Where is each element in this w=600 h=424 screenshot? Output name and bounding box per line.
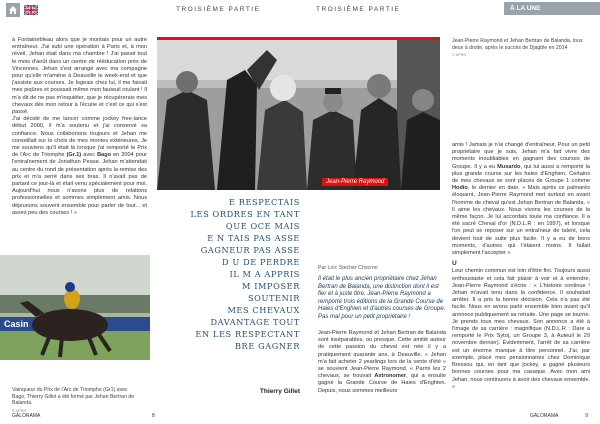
home-button[interactable] — [6, 3, 20, 17]
section-title-left: TROISIÈME PARTIE — [176, 6, 261, 13]
quote-author: Thierry Gillet — [259, 388, 300, 395]
quote-line: BRE GAGNER — [234, 341, 300, 351]
uk-flag-icon[interactable] — [24, 5, 38, 15]
page-footer — [0, 410, 600, 424]
col4-paragraph-3: Leur chemin commun est loin d'être fini. Toujours aussi enthousiaste et cela fait plaisir à voir et à entendre, Jean-Pierre Raymond s'écrie : « L'histoire continue ! Jehan m'avait tenu dans la confidence. Il souhaitait arrêter. Il a pris la bonne décision. Cela n'a pas été facile. Nous en avons parlé ensemble bien avant qu'il annonce publiquement sa retraite. Une page se tourne. Je prends tous mes chevaux. Son annonce a été à l'image de sa carrière : magnifique (N.D.L.R : Dare a remporté le Prix Sytoj, un Groupe 3, à Auteuil le 29 novembre dernier). Évidemment, l'arrêt de sa carrière est un énorme manque à titre personnel. J'ai, par exemple, placé mes pensionnaires chez Dominique Bressou qui, en tant que jockey, a gagné plusieurs bonnes courses pour ma casaque. Avec mon ami Jehan, nous continuons à avoir des chevaux ensemble. » — [452, 268, 590, 390]
svg-text:Casin: Casin — [4, 319, 29, 329]
page-number-right: 9 — [585, 413, 588, 419]
section-title-right: TROISIÈME PARTIE — [316, 6, 401, 13]
quote-line: MES CHEVAUX — [227, 305, 300, 315]
article-column-1 — [12, 37, 147, 237]
horse-race-photo — [0, 255, 150, 360]
photo-credit: © APRH — [452, 53, 467, 57]
quote-line: E RESPECTAIS — [228, 197, 300, 207]
group-photo — [157, 40, 440, 190]
quote-line: GAGNEUR PAS ASSE — [200, 245, 300, 255]
quote-line: DAVANTAGE TOUT — [210, 317, 300, 327]
pull-quote — [150, 196, 300, 352]
quote-line: SOUTENIR — [247, 293, 300, 303]
article-intro: Il était le plus ancien propriétaire chez Jehan Bertran de Balanda, une distinction dont il est fier et à juste titre. Jean-Pierre Raymond a remporté trois éditions de la Grande Course de Haies d'Enghien et d'autres courses de Groupe. Pas mal pour un petit propriétaire ! — [318, 276, 446, 320]
quote-line: M IMPOSER — [242, 281, 300, 291]
horse-photo-caption: Vainqueur du Prix de l'Arc de Triomphe (Gr1) avec Bago, Thierry Gillet a été formé par Jehan Bertran de Balanda. © APRH — [12, 387, 142, 414]
photo-name-label: Jean-Pierre Raymond — [322, 178, 388, 186]
photo-credit: © APRH — [12, 408, 27, 413]
page-number-left: 8 — [152, 413, 155, 419]
col4-paragraph-2: U — [452, 260, 457, 268]
col4-paragraph-1: amis ! Jamais je n'ai changé d'entraîneur. Pour un petit propriétaire que je suis, Jehan m'a fait vivre des moments inoubliables en gagnant des courses de Groupe. Il y a eu Musardo, qui lui aussi a remporté la plus grande course sur les haies d'Enghien. Certains de mes chevaux se sont placés de Groupe 1 comme Hodio, le dernier en date. » Mais après ce palmarès éloquent, Jean-Pierre Raymond met surtout en avant l'homme de cheval qu'est Jehan Bertran de Balanda. « Il aime les chevaux. Nous vivons les courses de la même façon. Je lui accordais toute ma confiance. Il a été sacré Cheval d'or (N.D.L.R : en 1997), et lorsque l'on peut se reposer sur un entraîneur de talent, cela devient tout de suite plus facile. Il y a eu de bons moments, d'autres qui l'étaient moins. Il fallait simplement l'accepter » — [452, 142, 590, 257]
footer-brand-left: GALORAMA — [12, 413, 41, 419]
col1-paragraph-2: J'ai décidé de me lancer comme jockey free-lance début 2000, il m'a soutenu et j'ai conservé sa confiance. Nous collaborions toujours et Jehan me conseillait sur le choix de mes montes extérieures. Je me souviens qu'il était là lorsque j'ai remporté le Prix de l'Arc de Triomphe (Gr.1) avec Bago en 2004 pour l'entraînement de Jonathan Pease. Jehan m'attendait au centre du rond de présentation après la remise des prix et m'a serré dans ses bras. Il n'avait pas de partant ce jour-là et était venu spécialement pour moi. Aujourd'hui nous n'avons plus de relations professionnelles et sommes simplement amis. Nous déjeunons souvent ensemble pour parler de tout... et assez peu des courses ! » — [12, 116, 147, 216]
quote-line: D U DE PERDRE — [222, 257, 300, 267]
quote-line: EN LES RESPECTANT — [195, 329, 300, 339]
a-la-une-tab[interactable]: À LA UNE — [504, 2, 600, 15]
quote-line: QUE OCE MAIS — [225, 221, 300, 231]
quote-line: E N TAIS PAS ASSE — [207, 233, 300, 243]
quote-line: IL M A APPRIS — [229, 269, 300, 279]
byline: Par Loïc Stecher Chocron — [318, 265, 378, 271]
article-column-3 — [318, 330, 446, 410]
home-icon — [8, 5, 18, 15]
top-bar — [0, 0, 600, 20]
group-photo-caption: Jean-Pierre Raymond et Jehan Bertran de Balanda, tous deux à droite, après le succès de Djagble en 2014 © APRH — [452, 38, 590, 59]
article-column-4 — [452, 142, 590, 410]
quote-line: LES ORDRES EN TANT — [190, 209, 300, 219]
footer-brand-right: GALORAMA — [530, 413, 559, 419]
col3-paragraph: Jean-Pierre Raymond et Jehan Bertran de Balanda sont inséparables, ou presque. Cette amitié autour de cette passion du cheval est née il y a pratiquement quarante ans, à Deauville. « Jehan m'a fait acheter 2 yearlings lors de la vente d'été » se souvient Jean-Pierre Raymond. « Parmi les 2 chevaux, se trouvait Astronomer, qui a ensuite gagné la Grande Course de Haies d'Enghien. Depuis, nous sommes meilleurs — [318, 330, 446, 394]
col1-paragraph-1: à Fontainebleau alors que je montais pour un autre entraîneur. J'ai subi une opération à Paris et, à mon réveil, Jehan était dans ma chambre ! J'ai passé tout le mois d'août dans un centre de rééducation près de Vincennes. Jehan s'est arrangé avec ma compagne pour qu'elle m'amène à Deauville le week-end et que j'assiste aux courses. Je logeais chez lui, il me faisait mes piqûres et poussait même mon fauteuil roulant ! Il m'a dit de ne pas m'inquiéter, que je récupérerais mes chevaux dès mon retour à l'écurie et c'est ce qui s'est passé. — [12, 37, 147, 116]
